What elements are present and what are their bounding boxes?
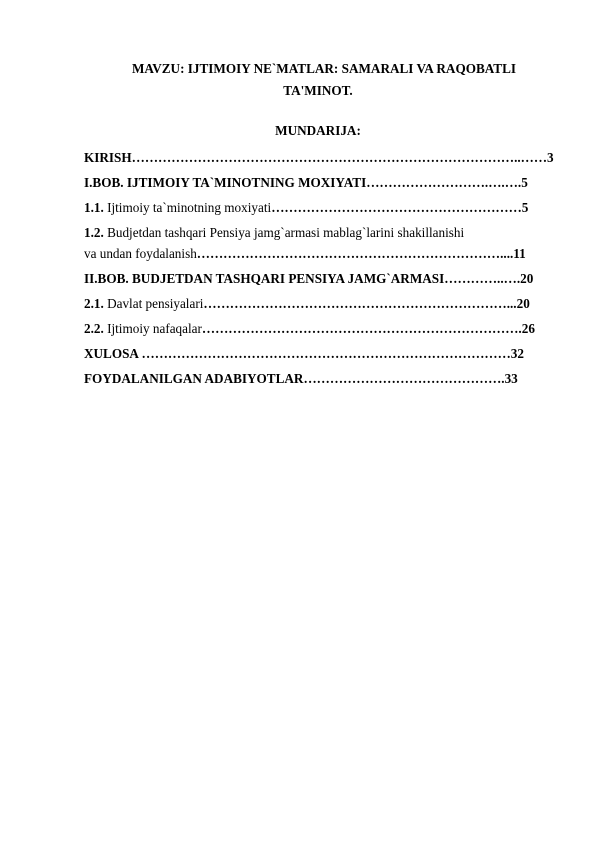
toc-leader: ………………………………………. <box>303 371 505 386</box>
toc-leader: ………………………………………………………………. <box>201 321 522 336</box>
toc-entry-text: FOYDALANILGAN ADABIYOTLAR <box>84 371 304 386</box>
toc-heading: MUNDARIJA: <box>275 123 361 138</box>
toc-entry-kirish <box>84 150 554 166</box>
toc-entry-adabiyotlar <box>84 371 518 387</box>
toc-page-number: 32 <box>510 346 524 361</box>
toc-entry-text: Ijtimoiy ta`minotning moxiyati <box>103 200 272 215</box>
toc-entry-1-2 <box>84 225 464 241</box>
toc-entry-text: XULOSA <box>84 346 142 361</box>
toc-page-number: 5 <box>521 175 528 190</box>
toc-entry-2-2 <box>84 321 535 337</box>
toc-page-number: 11 <box>513 246 526 261</box>
toc-entry-number: 1.1. <box>84 200 104 215</box>
toc-page-number: 5 <box>521 200 529 215</box>
toc-entry-text: II.BOB. BUDJETDAN TASHQARI PENSIYA JAMG`ARMASI <box>84 271 445 286</box>
toc-leader: …………………………………………………………….... <box>196 246 514 261</box>
toc-entry-1-2-continued <box>84 246 526 262</box>
toc-page-number: 33 <box>504 371 518 386</box>
toc-entry-text: I.BOB. IJTIMOIY TA`MINOTNING MOXIYATI <box>84 175 367 190</box>
toc-page-number: 3 <box>547 150 554 165</box>
toc-entry-text: Davlat pensiyalari <box>103 296 204 311</box>
toc-entry-text: Ijtimoiy nafaqalar <box>103 321 202 336</box>
toc-entry-number: 2.2. <box>84 321 104 336</box>
toc-entry-text: va undan foydalanish <box>84 246 197 261</box>
toc-leader: ……………………………………………………………………………..…… <box>131 150 548 165</box>
toc-entry-chapter-1 <box>84 175 528 191</box>
toc-leader: ……………………….….…. <box>366 175 522 190</box>
document-title-line2: TA'MINOT. <box>283 83 353 98</box>
toc-page-number: 20 <box>516 296 530 311</box>
toc-entry-text: Budjetdan tashqari Pensiya jamg`armasi mablag`larini shakillanishi <box>103 225 465 240</box>
toc-entry-number: 1.2. <box>84 225 104 240</box>
document-title-line1: MAVZU: IJTIMOIY NE`MATLAR: SAMARALI VA RAQOBATLI <box>131 61 517 76</box>
toc-entry-text: KIRISH <box>84 150 132 165</box>
toc-entry-chapter-2 <box>84 271 533 287</box>
toc-entry-1-1 <box>84 200 528 216</box>
toc-leader: …………..…. <box>444 271 521 286</box>
toc-leader: ……………………………………………………………... <box>203 296 517 311</box>
toc-leader: ………………………………………………… <box>271 200 522 215</box>
toc-entry-number: 2.1. <box>84 296 104 311</box>
toc-leader: ………………………………………………………………………… <box>141 346 511 361</box>
toc-entry-2-1 <box>84 296 530 312</box>
toc-page-number: 26 <box>521 321 535 336</box>
toc-entry-xulosa <box>84 346 524 362</box>
toc-page-number: 20 <box>520 271 534 286</box>
